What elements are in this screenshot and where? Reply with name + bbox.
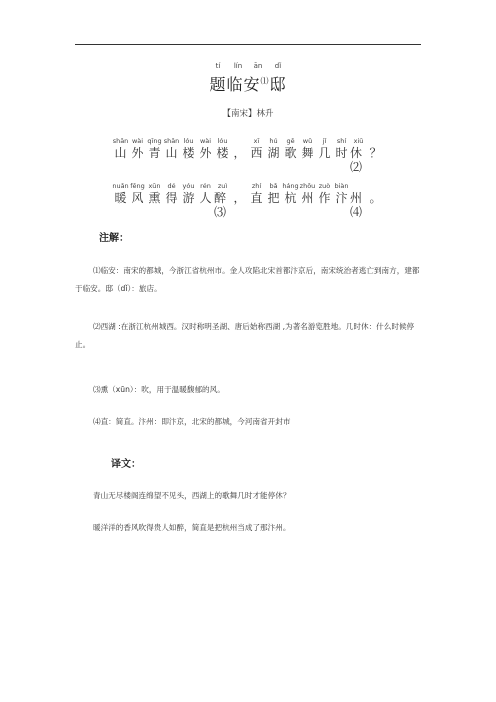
hanzi: 汴 — [335, 191, 348, 205]
poem-char — [367, 137, 384, 174]
pinyin: zhí — [251, 182, 262, 190]
pinyin: xiū — [353, 137, 364, 145]
title-pinyin-di: dǐ — [274, 62, 282, 70]
pinyin: gē — [286, 137, 295, 145]
poem-char — [248, 182, 265, 219]
hanzi: 熏 — [148, 191, 161, 205]
poem-line-1 — [0, 137, 496, 174]
title-last-char: 邸 — [269, 75, 287, 94]
hanzi: 山 — [114, 146, 127, 160]
hanzi: 楼 — [182, 146, 195, 160]
title-note-mark: ⑴ — [260, 76, 270, 86]
poem-char — [231, 137, 248, 174]
poem-char — [333, 182, 350, 219]
hanzi: 西 — [250, 146, 263, 160]
hanzi: 青 — [148, 146, 161, 160]
pinyin: zuò — [318, 182, 331, 190]
pinyin: hú — [269, 137, 278, 145]
pinyin: shān — [163, 137, 180, 145]
hanzi: 楼 — [216, 146, 229, 160]
hanzi: 把 — [267, 191, 280, 205]
poem-char — [197, 182, 214, 219]
poem-char — [129, 182, 146, 219]
poem-char — [299, 182, 316, 219]
title-pinyin-lin: lín — [233, 62, 243, 70]
pinyin: xūn — [148, 182, 161, 190]
title-main: 题临安 — [209, 75, 261, 94]
hanzi: 山 — [165, 146, 178, 160]
title-pinyin — [0, 62, 496, 72]
poem-title — [0, 62, 496, 95]
pinyin: zuì — [217, 182, 228, 190]
notes-heading: 注解： — [99, 233, 129, 244]
top-rule — [75, 44, 421, 45]
hanzi: 湖 — [267, 146, 280, 160]
poem-line-2 — [0, 182, 496, 219]
poem-char — [316, 137, 333, 174]
pinyin: bǎ — [269, 182, 278, 190]
poem-char — [129, 137, 146, 174]
translation-line-1: 青山无尽楼阁连绵望不见头，西湖上的歌舞几时才能停休？ — [93, 491, 291, 500]
hanzi: 时 — [335, 146, 348, 160]
hanzi: 休⑵ — [350, 146, 363, 174]
pinyin: yóu — [182, 182, 195, 190]
hanzi: 风 — [131, 191, 144, 205]
pinyin: rén — [200, 182, 211, 190]
note-4: ⑷直：简直。汴州：即汴京，北宋的都城，今河南省开封市 — [93, 417, 291, 426]
hanzi: ， — [233, 146, 246, 160]
title-pinyin-an: ān — [253, 62, 263, 70]
hanzi: 。 — [369, 191, 382, 205]
pinyin: wài — [131, 137, 144, 145]
pinyin: lóu — [183, 137, 194, 145]
poem-char — [112, 182, 129, 219]
note-1: ⑴临安：南宋的都城，今浙江省杭州市。金人攻陷北宋首都汴京后，南宋统治者逃亡到南方，建都于临安。邸（dǐ）：旅店。 — [75, 266, 420, 293]
hanzi: 醉⑶ — [214, 191, 227, 219]
poem-char — [333, 137, 350, 174]
poem-char — [214, 137, 231, 174]
pinyin: háng — [282, 182, 299, 190]
hanzi: 人 — [199, 191, 212, 205]
pinyin: shān — [112, 137, 129, 145]
poem-char — [163, 182, 180, 219]
poem-char — [112, 137, 129, 174]
pinyin: wǔ — [302, 137, 313, 145]
note-2: ⑵西湖 :在浙江杭州城西。汉时称明圣湖、唐后始称西湖 ,为著名游览胜地。几时休：什么时候停止。 — [75, 322, 415, 349]
hanzi: 舞 — [301, 146, 314, 160]
translation-line-2: 暖洋洋的香风吹得贵人如醉，简直是把杭州当成了那汴州。 — [93, 523, 291, 532]
poem-char — [231, 182, 248, 219]
pinyin: qīng — [147, 137, 162, 145]
hanzi: 杭 — [284, 191, 297, 205]
pinyin: lóu — [217, 137, 228, 145]
hanzi: 州⑷ — [350, 191, 363, 219]
poem-char — [146, 182, 163, 219]
title-pinyin-ti: tí — [215, 62, 221, 70]
hanzi: ， — [233, 191, 246, 205]
hanzi: 外 — [199, 146, 212, 160]
poem-char — [197, 137, 214, 174]
hanzi: 歌 — [284, 146, 297, 160]
poem-char — [146, 137, 163, 174]
note-3: ⑶熏（xūn）：吹，用于温暖馥郁的风。 — [93, 385, 225, 394]
poem-char — [316, 182, 333, 219]
pinyin: jǐ — [322, 137, 327, 145]
translation-heading: 译文： — [111, 459, 141, 470]
hanzi: 外 — [131, 146, 144, 160]
pinyin: dé — [167, 182, 176, 190]
hanzi: 暖 — [114, 191, 127, 205]
poem-char — [350, 137, 367, 174]
pinyin: xī — [253, 137, 260, 145]
pinyin: biàn — [334, 182, 349, 190]
poem-char — [299, 137, 316, 174]
poem-char — [282, 137, 299, 174]
hanzi: 几 — [318, 146, 331, 160]
hanzi: 作 — [318, 191, 331, 205]
hanzi: 直 — [250, 191, 263, 205]
poem-char — [265, 137, 282, 174]
pinyin: wài — [199, 137, 212, 145]
author-line: 【南宋】林升 — [222, 109, 274, 119]
title-text — [0, 72, 496, 95]
poem-char — [180, 137, 197, 174]
pinyin: zhōu — [299, 182, 316, 190]
pinyin: shí — [336, 137, 347, 145]
poem-char — [367, 182, 384, 219]
pinyin: nuǎn — [112, 182, 129, 190]
poem-char — [282, 182, 299, 219]
poem-char — [180, 182, 197, 219]
poem-char — [265, 182, 282, 219]
hanzi: 得 — [165, 191, 178, 205]
poem-char — [248, 137, 265, 174]
poem-char — [214, 182, 231, 219]
poem-char — [350, 182, 367, 219]
hanzi: 州 — [301, 191, 314, 205]
hanzi: ？ — [369, 146, 382, 160]
poem-char — [163, 137, 180, 174]
hanzi: 游 — [182, 191, 195, 205]
pinyin: fēng — [130, 182, 145, 190]
